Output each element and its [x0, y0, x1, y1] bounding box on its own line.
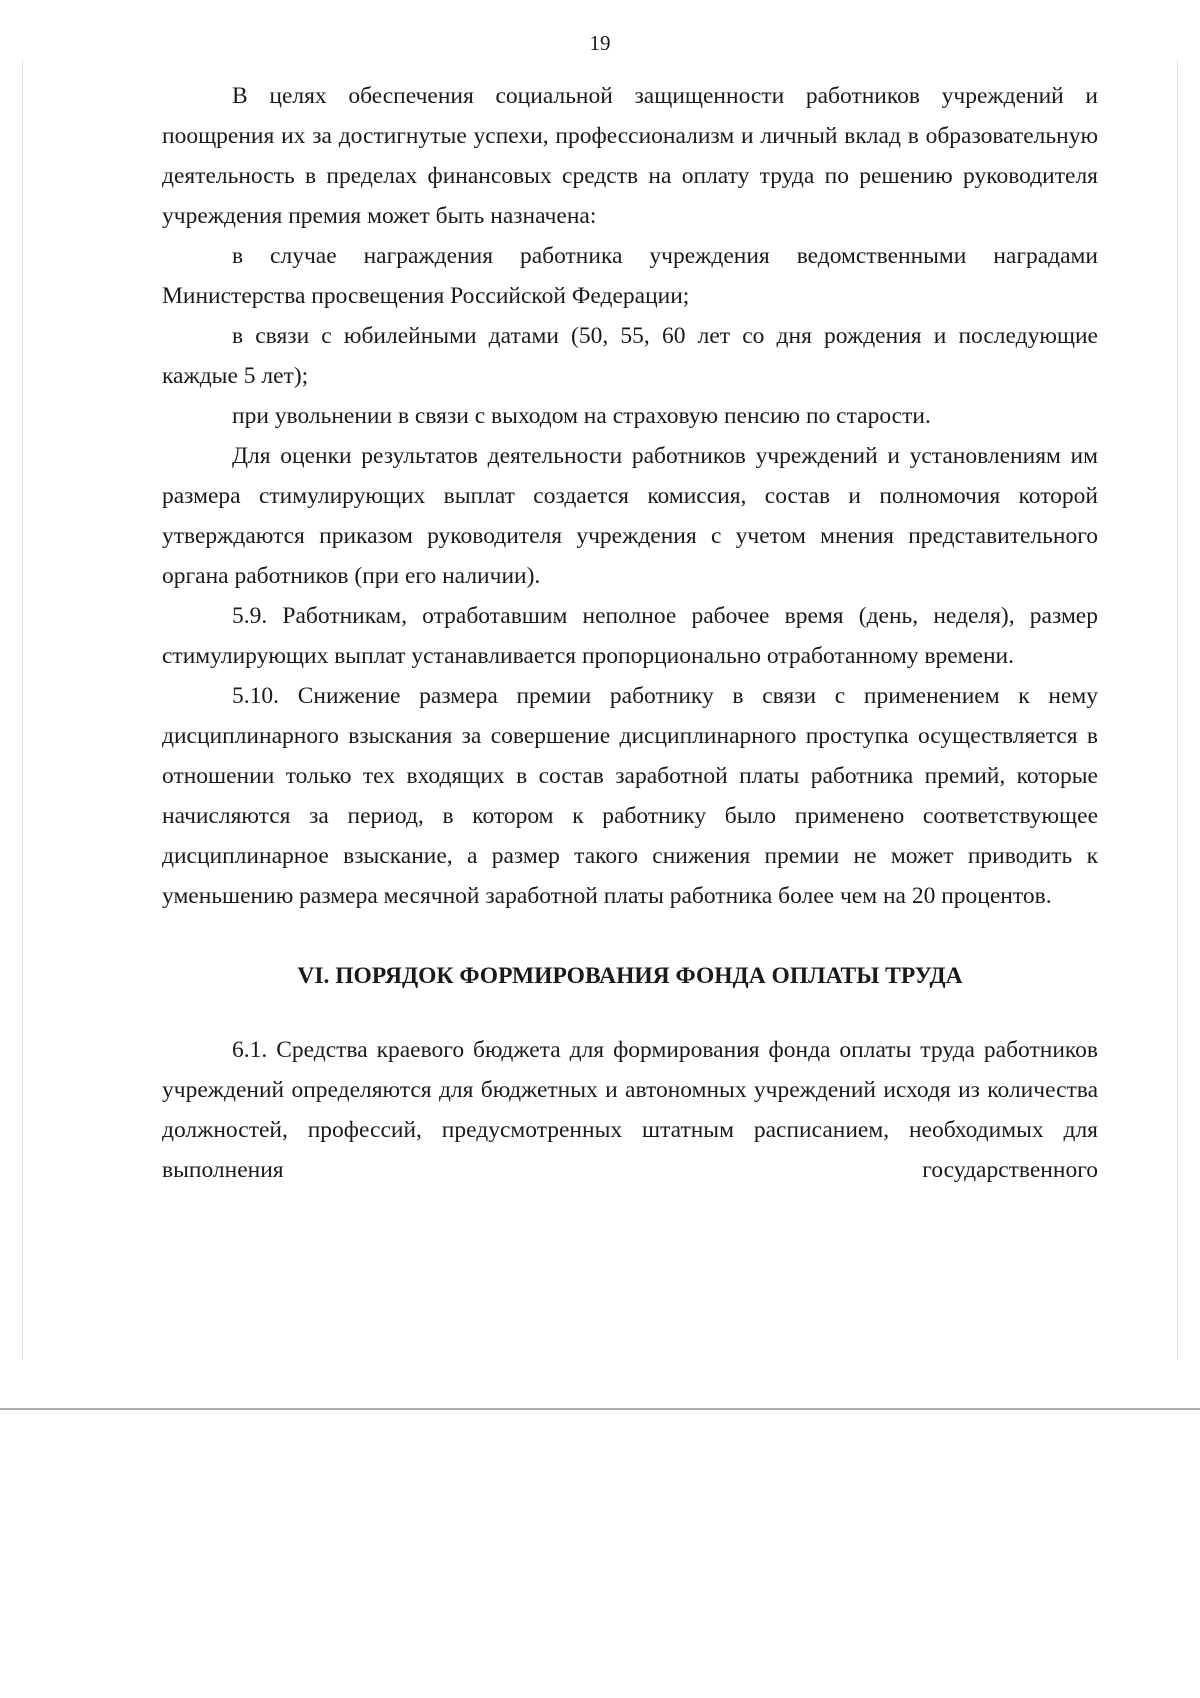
paragraph-award-case: в случае награждения работника учреждения ведомственными наградами Министерства просвещения Российской Федерации;: [162, 243, 1098, 309]
paragraph-social-protection: В целях обеспечения социальной защищенности работников учреждений и поощрения их за достигнутые успехи, профессионализм и личный вклад в образовательную деятельность в пределах финансовых средств на оплату труда по решению руководителя учреждения премия может быть назначена:: [162, 83, 1098, 229]
paragraph-retirement-case: при увольнении в связи с выходом на страховую пенсию по старости.: [232, 403, 931, 429]
page-number: 19: [589, 31, 611, 55]
scan-fold-line: [0, 1408, 1200, 1410]
paragraph-commission: Для оценки результатов деятельности работников учреждений и установлениям им размера стимулирующих выплат создается комиссия, состав и полномочия которой утверждаются приказом руководителя учреждения с учетом мнения представительного органа работников (при его наличии).: [162, 443, 1098, 589]
scan-edge-right: [1177, 60, 1178, 1360]
document-body: [162, 76, 1098, 1190]
paragraph-jubilee-case: в связи с юбилейными датами (50, 55, 60 лет со дня рождения и последующие каждые 5 лет);: [162, 323, 1098, 389]
paragraph-5-9: 5.9. Работникам, отработавшим неполное рабочее время (день, неделя), размер стимулирующих выплат устанавливается пропорционально отработанному времени.: [162, 603, 1098, 669]
section-heading: VI. ПОРЯДОК ФОРМИРОВАНИЯ ФОНДА ОПЛАТЫ ТРУДА: [297, 963, 963, 989]
scan-edge-left: [22, 60, 23, 1360]
paragraph-6-1: 6.1. Средства краевого бюджета для формирования фонда оплаты труда работников учреждений определяются для бюджетных и автономных учреждений исходя из количества должностей, профессий, предусмотренных штатным расписанием, необходимых для выполнения государственного: [162, 1037, 1098, 1183]
paragraph-5-10: 5.10. Снижение размера премии работнику в связи с применением к нему дисциплинарного взыскания за совершение дисциплинарного проступка осуществляется в отношении только тех входящих в состав заработной платы работника премий, которые начисляются за период, в котором к работнику было применено соответствующее дисциплинарное взыскание, а размер такого снижения премии не может приводить к уменьшению размера месячной заработной платы работника более чем на 20 процентов.: [162, 683, 1098, 909]
